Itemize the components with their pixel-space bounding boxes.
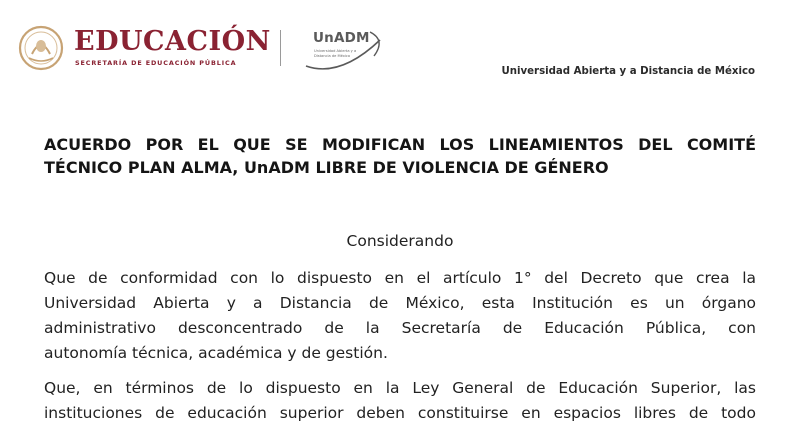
- document-title: [44, 133, 756, 179]
- logo-divider: [280, 30, 281, 66]
- paragraph-1: [44, 266, 756, 366]
- institution-name: Universidad Abierta y a Distancia de México: [501, 66, 755, 77]
- document-header: [0, 0, 800, 90]
- title-line-2: TÉCNICO PLAN ALMA, UnADM LIBRE DE VIOLENCIA DE GÉNERO: [44, 158, 609, 177]
- paragraph-line: instituciones de educación superior deben constituirse en espacios libres de todo: [44, 404, 756, 422]
- title-line-1: ACUERDO POR EL QUE SE MODIFICAN LOS LINEAMIENTOS DEL COMITÉ: [44, 135, 756, 154]
- unadm-logo-text: UnADM: [313, 30, 370, 46]
- sep-logo-title: EDUCACIÓN: [74, 26, 271, 57]
- section-heading: Considerando: [346, 232, 454, 250]
- paragraph-line: Universidad Abierta y a Distancia de México, esta Institución es un órgano: [44, 294, 756, 312]
- paragraph-2: [44, 376, 756, 426]
- paragraph-line: autonomía técnica, académica y de gestión.: [44, 344, 388, 362]
- paragraph-line: Que de conformidad con lo dispuesto en el artículo 1° del Decreto que crea la: [44, 269, 756, 287]
- national-seal-icon: [14, 24, 68, 72]
- paragraph-line: administrativo desconcentrado de la Secretaría de Educación Pública, con: [44, 319, 756, 337]
- paragraph-line: Que, en términos de lo dispuesto en la Ley General de Educación Superior, las: [44, 379, 756, 397]
- sep-logo-subtitle: SECRETARÍA DE EDUCACIÓN PÚBLICA: [75, 59, 237, 67]
- unadm-logo-caption: Universidad Abierta y a Distancia de México: [314, 49, 357, 58]
